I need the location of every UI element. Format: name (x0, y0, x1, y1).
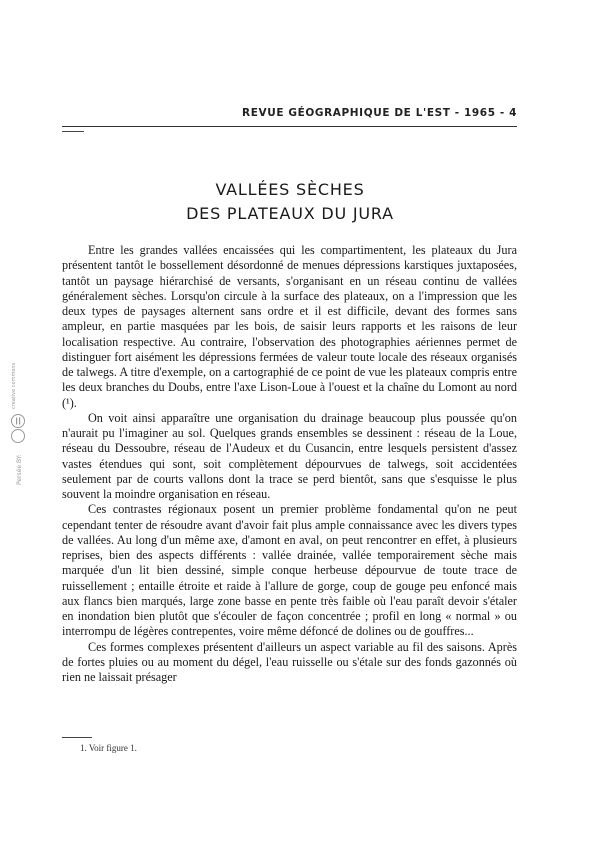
header-rule (62, 126, 517, 127)
by-text: BY: (16, 454, 23, 463)
article-title-line-1: VALLÉES SÈCHES (215, 180, 365, 199)
running-header: REVUE GÉOGRAPHIQUE DE L'EST - 1965 - 4 (242, 107, 517, 119)
cc-text: creative commons (11, 362, 17, 409)
footnote: 1. Voir figure 1. (80, 743, 137, 753)
noderivatives-icon (12, 415, 25, 428)
publisher-text: Persée (16, 464, 23, 485)
equals-bar-top (16, 418, 17, 425)
footnote-rule (62, 737, 92, 738)
paragraph: On voit ainsi apparaître une organisation du drainage beaucoup plus poussée qu'on n'aurait pu l'imaginer au sol. Quelques grands ensembles se dessinent : réseau de la Loue, réseau du Dessoubre, réseau de l'Audeux et du Cusancin, entre lesquels persistent d'assez vastes étendues qui sont, soit complètement dépourvues de talwegs, soit accidentées seulement par de courts vallons dont la trace se perd bientôt, sans que s'esquisse le plus souvent la moindre organisation en réseau. (62, 410, 517, 501)
attribution-icon (12, 430, 25, 443)
article-body (62, 243, 517, 685)
equals-bar-bottom (19, 418, 20, 425)
article-title-line-2: DES PLATEAUX DU JURA (186, 204, 394, 223)
paragraph: Ces contrastes régionaux posent un premier problème fondamental qu'on ne peut cependant tenter de résoudre avant d'avoir fait plus ample connaissance avec les divers types de vallées. Au long d'un même axe, d'amont en aval, on peut rencontrer en effet, à plusieurs reprises, bien des aspects différents : vallée drainée, vallée temporairement sèche mais marquée d'un lit bien dessiné, simple conque herbeuse dépourvue de toute trace de ruissellement ; entaille étroite et raide à l'allure de gorge, coup de gouge peu enfoncé mais aux flancs bien marqués, large zone basse en pente très faible où l'eau paraît devoir s'étaler en inondation bien plutôt que s'écouler de façon concentrée ; profil en long « normal » ou interrompu de légères contrepentes, voire même défoncé de dolines ou de gouffres... (62, 502, 517, 639)
paragraph: Entre les grandes vallées encaissées qui les compartimentent, les plateaux du Jura présentent tantôt le bossellement désordonné de menues dépressions karstiques juxtaposées, tantôt un paysage hiérarchisé de versants, s'organisant en un réseau continu de vallées généralement sèches. Lorsqu'on circule à la surface des plateaux, on a l'impression que les deux types de paysages alternent sans ordre et il est difficile, devant des formes sans ampleur, en partie masquées par les bois, de saisir leurs rapports et les raisons de leur localisation respective. Au contraire, l'observation des photographies aériennes permet de distinguer fort aisément les dépressions fermées de valeur toute locale des réseaux organisés de talwegs. A titre d'exemple, on a cartographié de ce point de vue les plateaux compris entre les deux branches du Doubs, entre l'axe Lison-Loue à l'ouest et la chaîne du Lomont au nord (¹). (62, 243, 517, 410)
paragraph: Ces formes complexes présentent d'ailleurs un aspect variable au fil des saisons. Après de fortes pluies ou au moment du dégel, l'eau ruisselle ou s'étale sur des fonds gazonnés où rien ne laissait présager (62, 639, 517, 684)
creative-commons-license-badge[interactable] (4, 358, 30, 498)
header-rule-tick (62, 131, 84, 132)
